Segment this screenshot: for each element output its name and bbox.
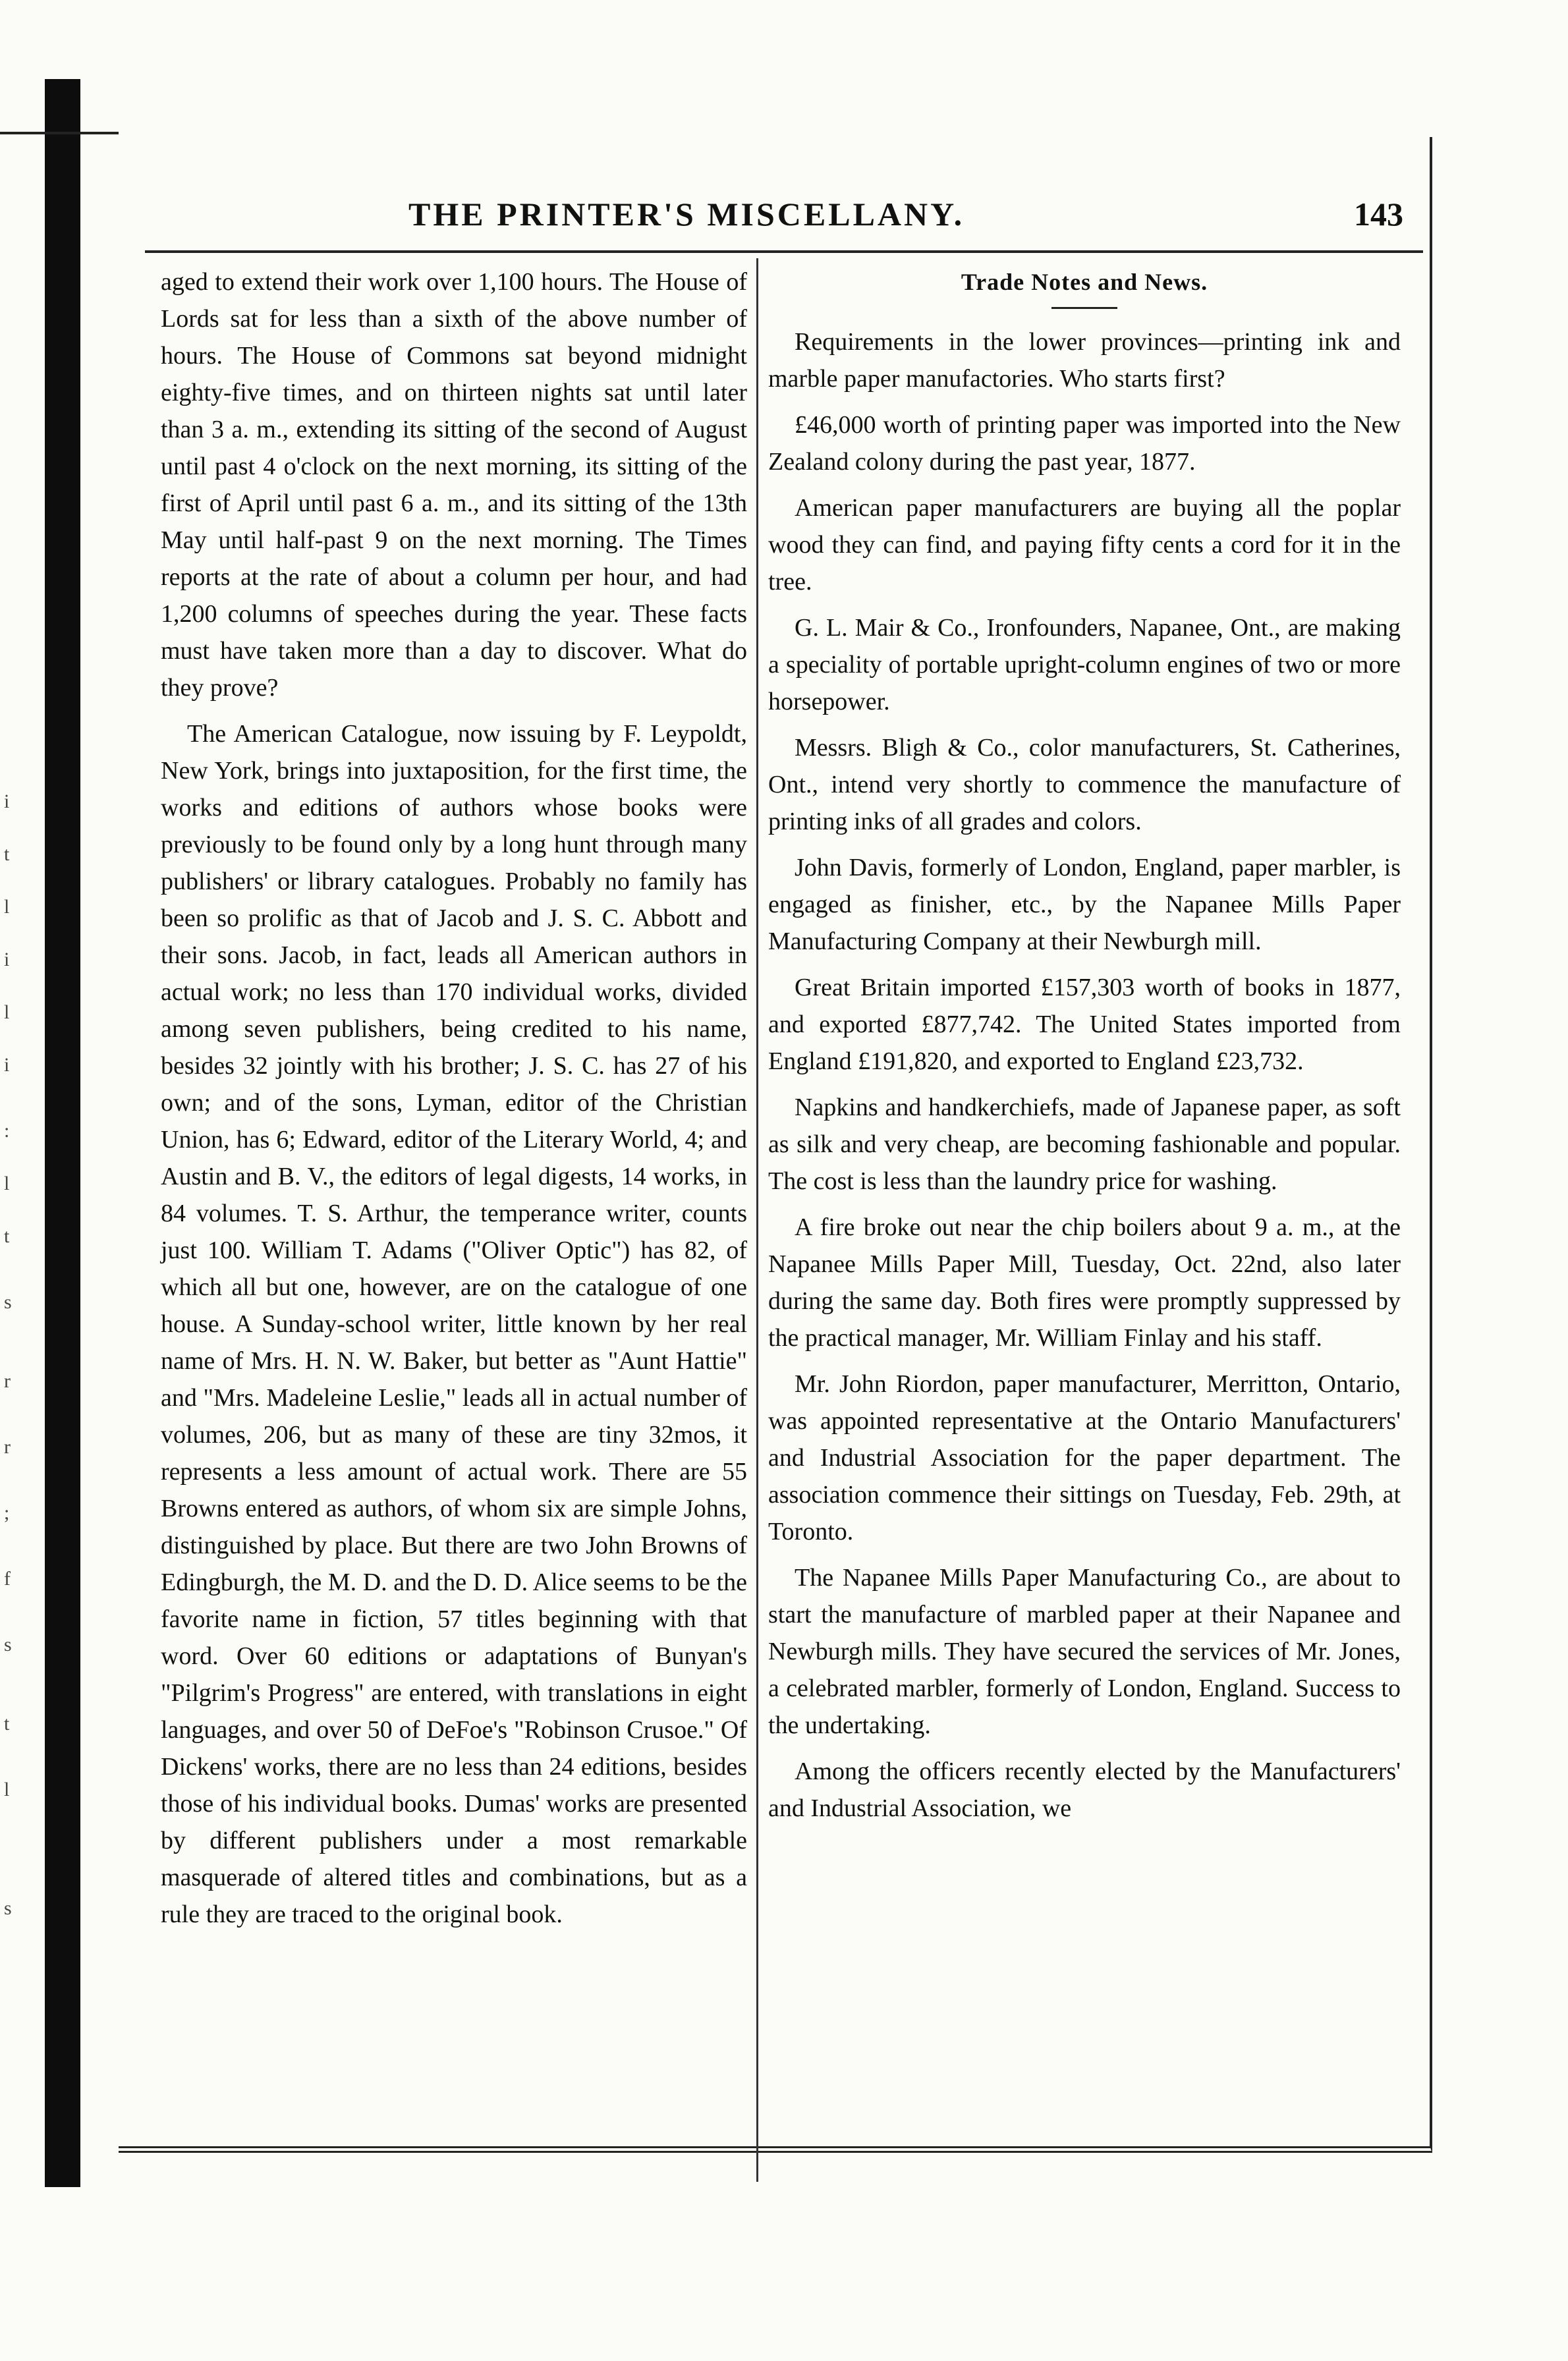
margin-mark: t bbox=[4, 843, 10, 865]
margin-mark: t bbox=[4, 1713, 10, 1735]
paragraph: American paper manufacturers are buying all the poplar wood they can find, and paying fifty cents a cord for it in the tree. bbox=[768, 494, 1401, 596]
margin-mark: s bbox=[4, 1634, 12, 1655]
left-margin-marks bbox=[4, 791, 24, 2042]
column-divider bbox=[756, 258, 758, 2182]
paragraph: G. L. Mair & Co., Ironfounders, Napanee, Ont., are making a speciality of portable upright-column engines of two or more horsepower. bbox=[768, 614, 1401, 715]
margin-mark: l bbox=[4, 1779, 10, 1800]
paragraph: Requirements in the lower provinces—printing ink and marble paper manufactories. Who starts first? bbox=[768, 328, 1401, 393]
section-title: Trade Notes and News. bbox=[961, 269, 1208, 295]
paragraph: Among the officers recently elected by the Manufacturers' and Industrial Association, we bbox=[768, 1758, 1401, 1822]
paragraph: Messrs. Bligh & Co., color manufacturers, St. Catherines, Ont., intend very shortly to commence the manufacture of printing inks of all grades and colors. bbox=[768, 734, 1401, 835]
margin-mark: s bbox=[4, 1291, 12, 1313]
margin-mark: r bbox=[4, 1436, 11, 1458]
page-number: 143 bbox=[1354, 196, 1403, 233]
margin-mark: r bbox=[4, 1370, 11, 1392]
margin-mark: ; bbox=[4, 1502, 10, 1524]
paragraph: A fire broke out near the chip boilers about 9 a. m., at the Napanee Mills Paper Mill, Tuesday, Oct. 22nd, also later during the same day. Both fires were promptly suppressed by the practical manager, Mr. William Finlay and his staff. bbox=[768, 1213, 1401, 1352]
paragraph: John Davis, formerly of London, England, paper marbler, is engaged as finisher, etc., by the Napanee Mills Paper Manufacturing Company at their Newburgh mill. bbox=[768, 854, 1401, 955]
margin-mark: f bbox=[4, 1568, 11, 1590]
margin-mark: t bbox=[4, 1225, 10, 1247]
margin-mark: l bbox=[4, 1173, 10, 1194]
book-binding-shadow bbox=[45, 79, 80, 2187]
header-rule bbox=[145, 250, 1423, 253]
margin-mark: i bbox=[4, 791, 10, 812]
running-head: THE PRINTER'S MISCELLANY. bbox=[408, 196, 965, 233]
paragraph: The Napanee Mills Paper Manufacturing Co., are about to start the manufacture of marbled paper at their Napanee and Newburgh mills. They have secured the services of Mr. Jones, a celebrated marbler, formerly of London, England. Success to the undertaking. bbox=[768, 1564, 1401, 1739]
paragraph: Great Britain imported £157,303 worth of books in 1877, and exported £877,742. The United States imported from England £191,820, and exported to England £23,732. bbox=[768, 974, 1401, 1075]
margin-mark: : bbox=[4, 1120, 10, 1142]
paragraph: aged to extend their work over 1,100 hours. The House of Lords sat for less than a sixth of the above number of hours. The House of Commons sat beyond midnight eighty-five times, and on thirteen nights sat until later than 3 a. m., extending its sitting of the second of August until past 4 o'clock on the next morning, its sitting of the first of April until past 6 a. m., and its sitting of the 13th May until half-past 9 on the next morning. The Times reports at the rate of about a column per hour, and had 1,200 columns of speeches during the year. These facts must have taken more than a day to discover. What do they prove? bbox=[161, 268, 747, 702]
paragraph: £46,000 worth of printing paper was imported into the New Zealand colony during the past year, 1877. bbox=[768, 411, 1401, 476]
margin-mark: i bbox=[4, 1054, 10, 1076]
page-header bbox=[369, 195, 1423, 248]
binding-rule bbox=[0, 132, 119, 134]
section-rule bbox=[1051, 307, 1117, 309]
right-column bbox=[768, 264, 1401, 1836]
paragraph: Napkins and handkerchiefs, made of Japanese paper, as soft as silk and very cheap, are becoming fashionable and popular. The cost is less than the laundry price for washing. bbox=[768, 1094, 1401, 1195]
paragraph: Mr. John Riordon, paper manufacturer, Merritton, Ontario, was appointed representative at the Ontario Manufacturers' and Industrial Association for the paper department. The association commence their sittings on Tuesday, Feb. 29th, at Toronto. bbox=[768, 1370, 1401, 1545]
paragraph: The American Catalogue, now issuing by F. Leypoldt, New York, brings into juxtaposition, for the first time, the works and editions of authors whose books were previously to be found only by a long hunt through many publishers' or library catalogues. Probably no family has been so prolific as that of Jacob and J. S. C. Abbott and their sons. Jacob, in fact, leads all American authors in actual work; no less than 170 individual works, divided among seven publishers, being credited to his name, besides 32 jointly with his brother; J. S. C. has 27 of his own; and of the sons, Lyman, editor of the Christian Union, has 6; Edward, editor of the Literary World, 4; and Austin and B. V., the editors of legal digests, 14 works, in 84 volumes. T. S. Arthur, the temperance writer, counts just 100. William T. Adams ("Oliver Optic") has 82, of which all but one, however, are on the catalogue of one house. A Sunday-school writer, little known by her real name of Mrs. H. N. W. Baker, but better as "Aunt Hattie" and "Mrs. Madeleine Leslie," leads all in actual number of volumes, 206, but as many of these are tiny 32mos, it represents a less amount of actual work. There are 55 Browns entered as authors, of whom six are simple Johns, distinguished by place. But there are two John Browns of Edingburgh, the M. D. and the D. D. Alice seems to be the favorite name in fiction, 57 titles beginning with that word. Over 60 editions or adaptations of Bunyan's "Pilgrim's Progress" are entered, with translations in eight languages, and over 50 of DeFoe's "Robinson Crusoe." Of Dickens' works, there are no less than 24 editions, besides those of his individual books. Dumas' works are presented by different publishers under a most remarkable masquerade of altered titles and combinations, but as a rule they are traced to the original book. bbox=[161, 720, 747, 1928]
margin-mark: s bbox=[4, 1897, 12, 1919]
margin-mark: l bbox=[4, 1001, 10, 1023]
margin-mark: l bbox=[4, 896, 10, 918]
margin-mark: i bbox=[4, 949, 10, 970]
left-column bbox=[161, 264, 747, 1942]
